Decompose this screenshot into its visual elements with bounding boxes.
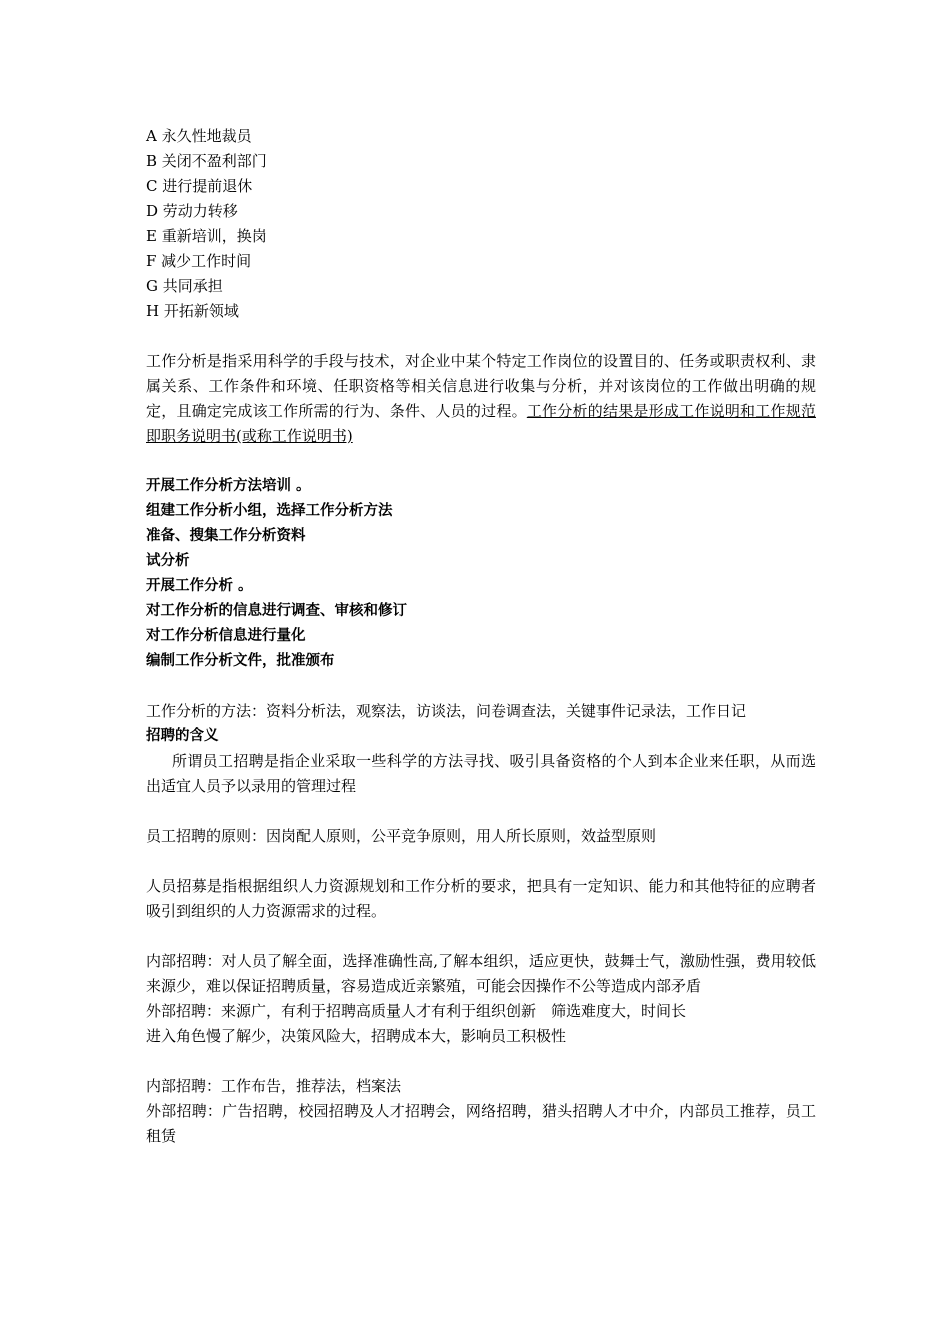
recruitment-principles: 员工招聘的原则：因岗配人原则，公平竞争原则，用人所长原则，效益型原则	[146, 827, 657, 845]
methods-text: 工作分析的方法：资料分析法，观察法，访谈法，问卷调查法，关键事件记录法，工作日记	[146, 702, 747, 720]
step-item: 开展工作分析方法培训 。	[146, 478, 311, 494]
list-item: E 重新培训，换岗	[146, 227, 267, 245]
step-item: 编制工作分析文件，批准颁布	[146, 653, 335, 669]
step-item: 对工作分析的信息进行调查、审核和修订	[146, 603, 407, 619]
list-item: B 关闭不盈利部门	[146, 152, 267, 170]
external-recruitment-comparison-1: 外部招聘：来源广，有利于招聘高质量人才有利于组织创新 筛选难度大，时间长	[146, 1002, 687, 1020]
job-analysis-paragraph	[146, 349, 816, 449]
list-item: A 永久性地裁员	[146, 127, 252, 145]
internal-recruitment-methods: 内部招聘：工作布告，推荐法，档案法	[146, 1077, 402, 1095]
step-item: 准备、搜集工作分析资料	[146, 528, 306, 544]
list-item: C 进行提前退休	[146, 177, 253, 195]
recruitment-heading: 招聘的含义	[146, 728, 219, 744]
step-item: 组建工作分析小组，选择工作分析方法	[146, 503, 393, 519]
external-recruitment-comparison-2: 进入角色慢了解少，决策风险大，招聘成本大，影响员工积极性	[146, 1027, 567, 1045]
list-item: D 劳动力转移	[146, 202, 238, 220]
step-item: 开展工作分析 。	[146, 578, 253, 594]
recruitment-definition: 所谓员工招聘是指企业采取一些科学的方法寻找、吸引具备资格的个人到本企业来任职，从而选出适宜人员予以录用的管理过程	[146, 752, 816, 795]
list-item: H 开拓新领域	[146, 302, 239, 320]
steps-list	[146, 474, 816, 674]
internal-recruitment-comparison: 内部招聘：对人员了解全面，选择准确性高,了解本组织，适应更快，鼓舞士气，激励性强，费用较低 来源少，难以保证招聘质量，容易造成近亲繁殖，可能会因操作不公等造成内部矛盾	[146, 952, 832, 995]
external-recruitment-methods: 外部招聘：广告招聘，校园招聘及人才招聘会，网络招聘，猎头招聘人才中介，内部员工推荐，员工租赁	[146, 1102, 816, 1145]
step-item: 对工作分析信息进行量化	[146, 628, 306, 644]
job-analysis-result: 工作分析的结果是形成工作说明和工作规范即职务说明书(或称工作说明书)	[146, 402, 816, 445]
recruiting-definition: 人员招募是指根据组织人力资源规划和工作分析的要求，把具有一定知识、能力和其他特征的应聘者吸引到组织的人力资源需求的过程。	[146, 877, 816, 920]
document-page	[146, 124, 832, 1149]
list-item: F 减少工作时间	[146, 252, 252, 270]
list-item: G 共同承担	[146, 277, 223, 295]
step-item: 试分析	[146, 553, 190, 569]
job-analysis-definition: 工作分析是指采用科学的手段与技术，对企业中某个特定工作岗位的设置目的、任务或职责权利、隶属关系、工作条件和环境、任职资格等相关信息进行收集与分析，并对该岗位的工作做出明确的规定，且确定完成该工作所需的行为、条件、人员的过程。	[146, 352, 816, 420]
options-list	[146, 124, 816, 324]
